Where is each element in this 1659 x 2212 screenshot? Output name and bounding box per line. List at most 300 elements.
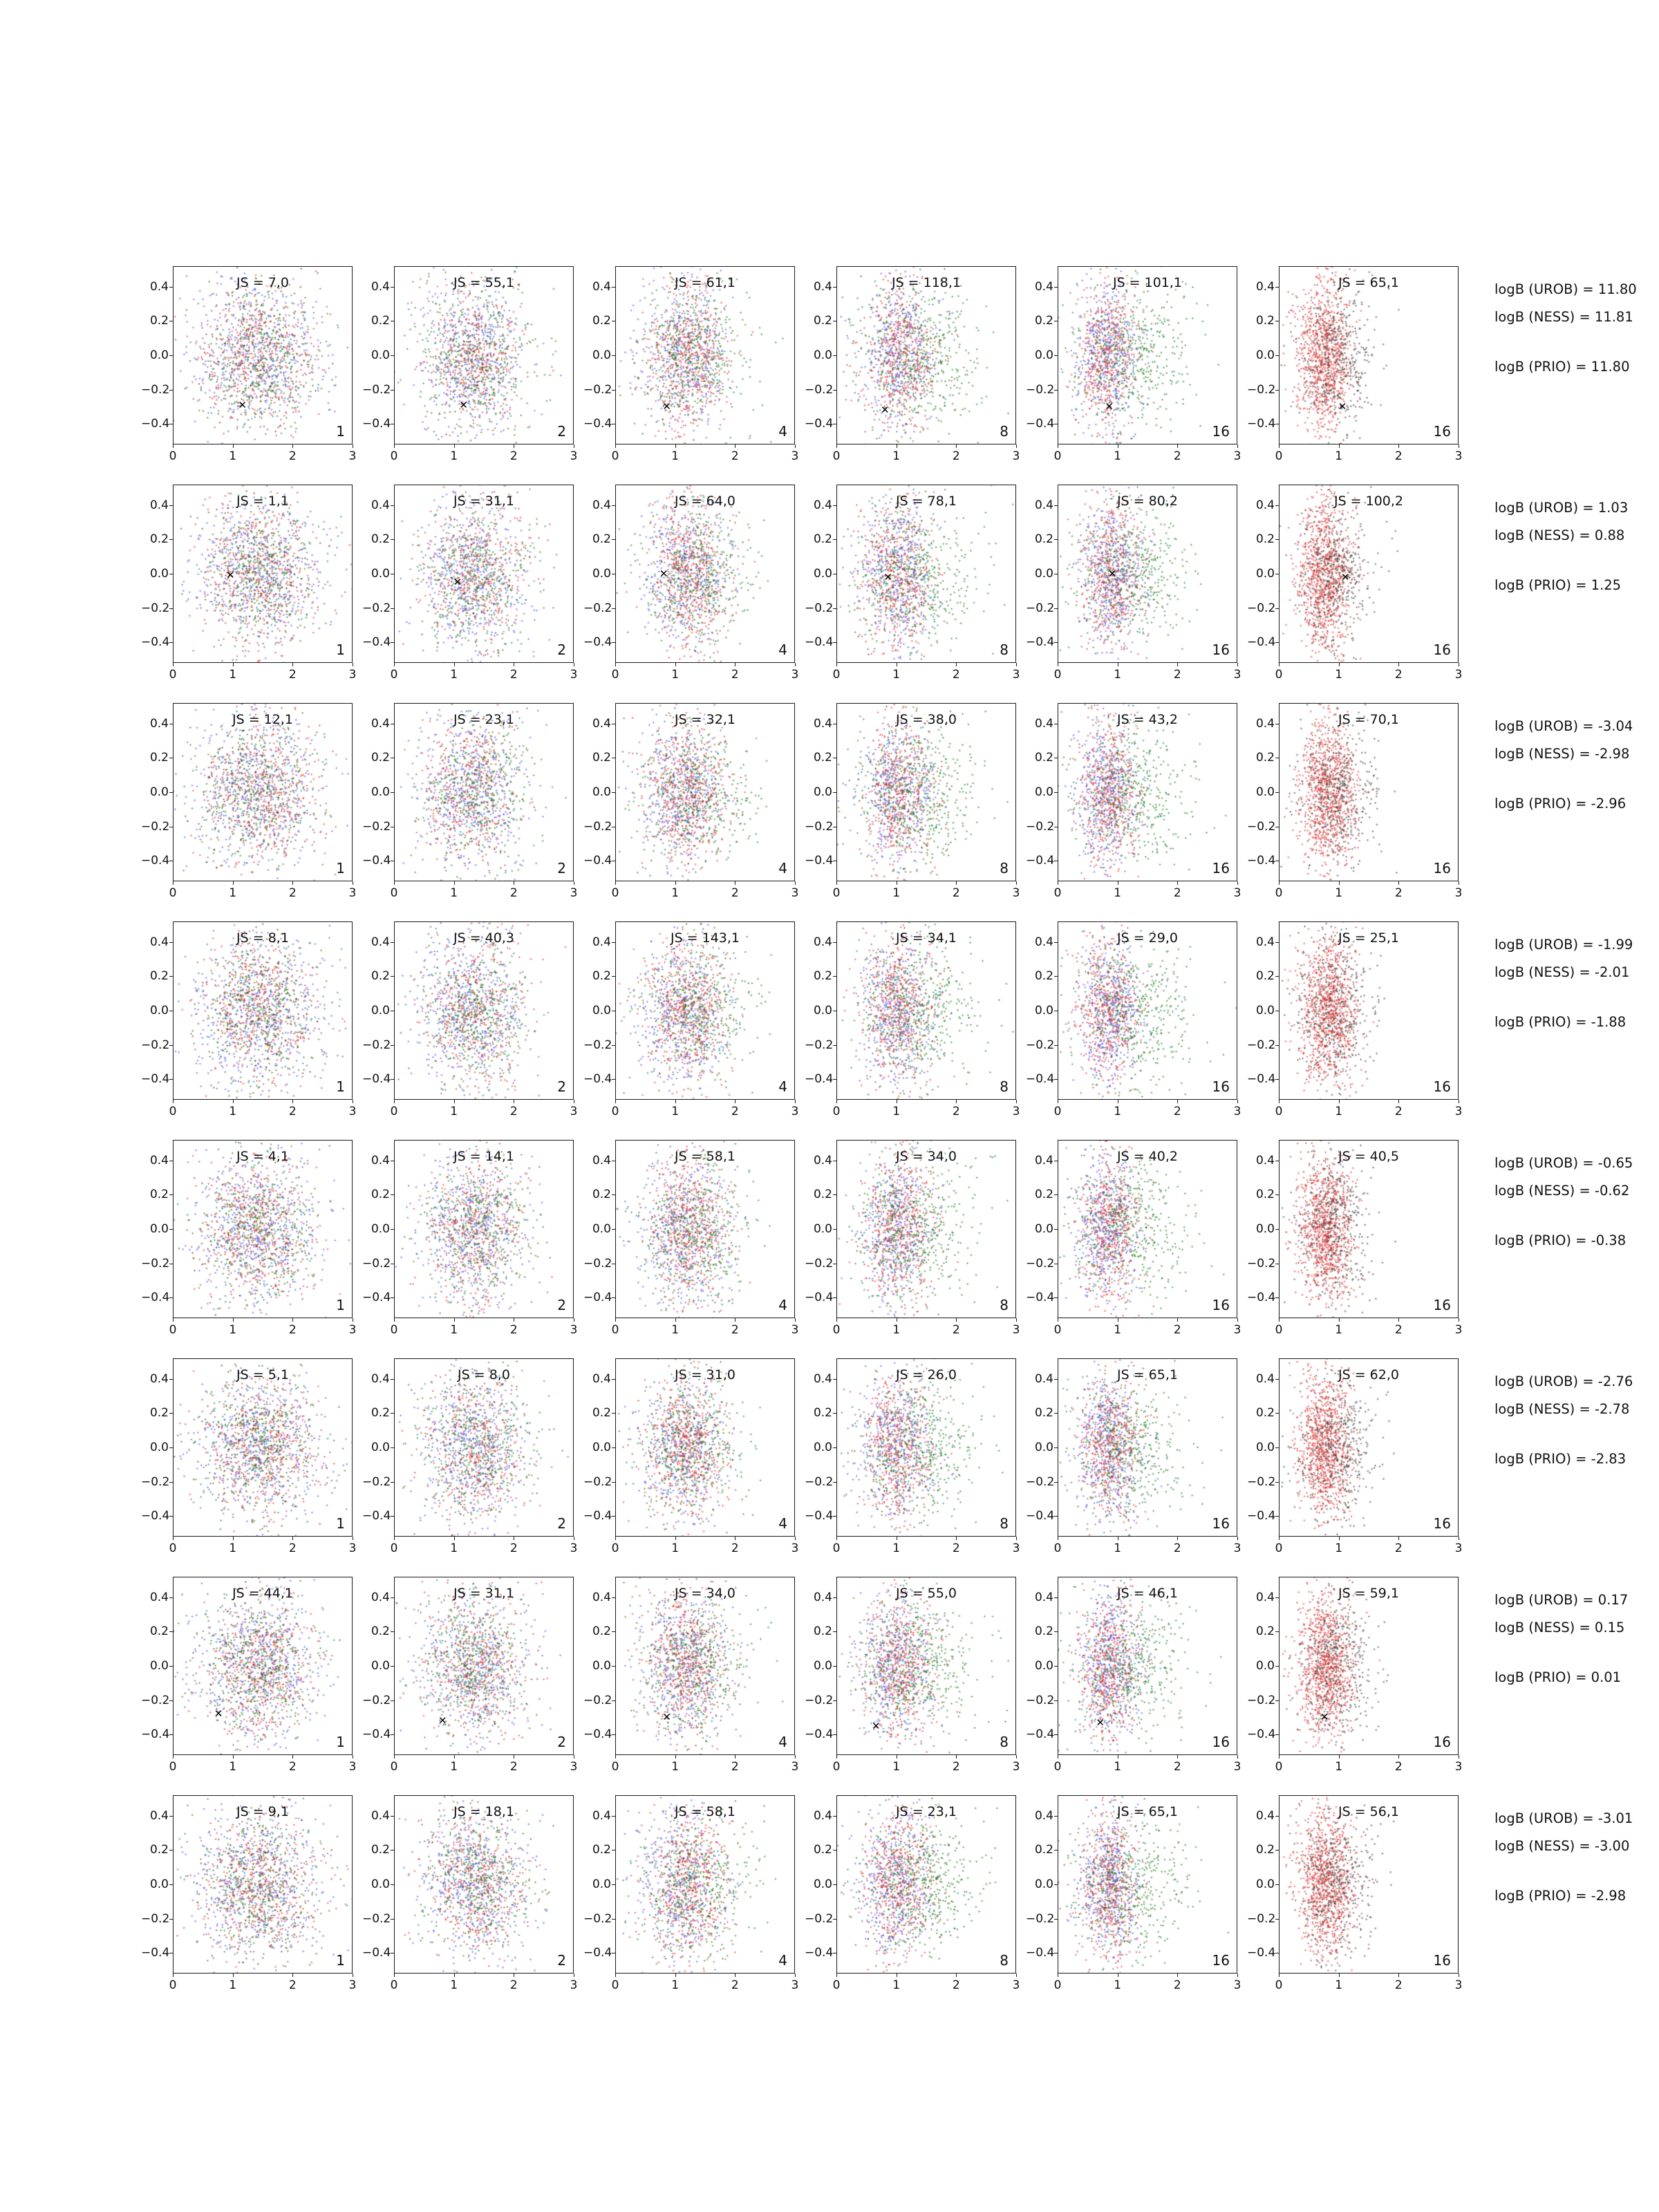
corner-count-label: 1 [336, 1734, 345, 1750]
y-tick-mark [391, 539, 394, 540]
scatter-panel [1026, 485, 1247, 692]
y-tick-mark [833, 1045, 836, 1046]
y-tick-label: 0.2 [149, 532, 169, 547]
y-tick-label: 0.0 [813, 1222, 832, 1236]
x-tick-label: 0 [1053, 1760, 1062, 1774]
y-tick-mark [391, 1919, 394, 1920]
y-tick-label: −0.4 [1026, 635, 1055, 650]
x-tick-label: 1 [1335, 1541, 1343, 1555]
x-tick-label: 3 [1454, 1105, 1463, 1118]
x-tick-mark [454, 663, 455, 666]
x-tick-label: 0 [390, 1760, 398, 1774]
logb-annotation: logB (NESS) = 0.88 [1494, 527, 1625, 543]
x-tick-mark [615, 1974, 616, 1977]
x-marker: ✕ [881, 404, 890, 417]
scatter-panel [362, 703, 583, 910]
y-tick-mark [1054, 1045, 1058, 1046]
y-tick-label: 0.2 [371, 1843, 390, 1857]
x-tick-label: 1 [1114, 1541, 1122, 1555]
y-tick-mark [1275, 539, 1279, 540]
x-tick-label: 3 [1233, 1105, 1241, 1118]
plot-axes-box [1279, 266, 1459, 444]
x-tick-label: 3 [1233, 1760, 1241, 1774]
scatter-canvas [174, 1796, 352, 1973]
y-tick-mark [1275, 355, 1279, 356]
scatter-canvas [174, 922, 352, 1099]
x-tick-label: 1 [450, 668, 458, 682]
x-tick-label: 1 [450, 1541, 458, 1555]
x-tick-mark [292, 1537, 293, 1540]
y-tick-label: −0.4 [1026, 1072, 1055, 1087]
y-tick-label: 0.0 [1034, 1441, 1053, 1454]
x-tick-label: 0 [169, 1978, 177, 1992]
scatter-panel [583, 266, 805, 474]
x-tick-label: 2 [1173, 1978, 1181, 1992]
x-tick-mark [956, 1318, 957, 1322]
x-tick-mark [292, 1974, 293, 1977]
y-tick-mark [1275, 1700, 1279, 1701]
y-tick-mark [833, 1079, 836, 1080]
y-tick-mark [612, 1884, 615, 1885]
scatter-panel [805, 1577, 1026, 1784]
x-tick-label: 3 [791, 1760, 799, 1774]
x-tick-label: 2 [288, 449, 297, 463]
y-tick-label: 0.4 [1034, 279, 1053, 294]
y-tick-label: −0.2 [805, 601, 834, 615]
x-tick-mark [1016, 663, 1017, 666]
y-tick-label: −0.4 [583, 1291, 612, 1305]
corner-count-label: 8 [1000, 423, 1009, 440]
scatter-panel [1026, 1140, 1247, 1347]
y-tick-mark [1054, 539, 1058, 540]
plot-axes-box [1279, 921, 1459, 1100]
plot-title: JS = 118,1 [891, 275, 962, 290]
y-tick-mark [833, 1229, 836, 1230]
scatter-panel [141, 1795, 362, 2003]
corner-count-label: 16 [1433, 641, 1451, 658]
y-tick-label: −0.4 [583, 854, 612, 868]
corner-count-label: 4 [778, 641, 787, 658]
logb-annotation: logB (PRIO) = -1.88 [1494, 1014, 1627, 1030]
x-tick-mark [1339, 1974, 1340, 1977]
x-tick-label: 2 [288, 1978, 297, 1992]
x-tick-mark [1237, 881, 1238, 885]
plot-axes-box [615, 1358, 795, 1537]
y-tick-label: 0.4 [592, 935, 611, 949]
x-tick-label: 1 [892, 1105, 901, 1118]
y-tick-mark [612, 1447, 615, 1448]
scatter-panel [583, 1795, 805, 2003]
x-tick-mark [675, 1755, 676, 1759]
x-tick-label: 3 [1454, 1541, 1463, 1555]
y-tick-label: −0.4 [1247, 1291, 1276, 1305]
x-tick-label: 1 [671, 1323, 679, 1337]
x-tick-label: 1 [892, 1323, 901, 1337]
x-tick-mark [233, 1537, 234, 1540]
y-tick-label: −0.4 [1026, 1727, 1055, 1742]
y-tick-mark [169, 608, 173, 609]
y-tick-mark [1275, 608, 1279, 609]
y-tick-mark [169, 539, 173, 540]
y-tick-mark [833, 1447, 836, 1448]
y-tick-mark [391, 1079, 394, 1080]
x-tick-label: 1 [450, 1760, 458, 1774]
corner-count-label: 2 [557, 1297, 566, 1313]
logb-annotation: logB (PRIO) = 11.80 [1494, 359, 1630, 375]
scatter-panel [362, 1577, 583, 1784]
x-marker: ✕ [1107, 568, 1117, 581]
plot-axes-box [394, 266, 574, 444]
x-tick-label: 0 [611, 1323, 619, 1337]
scatter-panel [362, 1140, 583, 1347]
corner-count-label: 2 [557, 641, 566, 658]
x-tick-mark [956, 1755, 957, 1759]
x-tick-mark [615, 444, 616, 448]
x-tick-label: 1 [1335, 449, 1343, 463]
x-tick-label: 1 [892, 1541, 901, 1555]
y-tick-label: −0.4 [1026, 417, 1055, 431]
y-tick-label: −0.4 [141, 854, 170, 868]
scatter-canvas [837, 1577, 1015, 1754]
y-tick-label: 0.4 [1255, 935, 1275, 949]
x-tick-mark [1339, 1537, 1340, 1540]
x-tick-mark [1279, 663, 1280, 666]
y-tick-mark [169, 1413, 173, 1414]
x-tick-label: 2 [1173, 1541, 1181, 1555]
scatter-panel [141, 1577, 362, 1784]
x-tick-label: 2 [1394, 668, 1403, 682]
y-tick-mark [169, 505, 173, 506]
y-tick-mark [1054, 942, 1058, 943]
corner-count-label: 16 [1433, 1515, 1451, 1532]
x-tick-label: 2 [952, 1541, 960, 1555]
scatter-panel [583, 703, 805, 910]
plot-title: JS = 58,1 [675, 1804, 735, 1819]
logb-annotation: logB (UROB) = -3.01 [1494, 1810, 1633, 1826]
plot-title: JS = 34,1 [896, 930, 957, 946]
x-tick-label: 2 [1173, 886, 1181, 900]
corner-count-label: 16 [1433, 1078, 1451, 1095]
x-tick-mark [394, 1100, 395, 1103]
corner-count-label: 16 [1212, 1952, 1230, 1969]
x-tick-label: 1 [892, 1978, 901, 1992]
x-tick-mark [292, 1755, 293, 1759]
plot-axes-box [173, 1358, 353, 1537]
y-tick-label: 0.0 [371, 567, 390, 581]
plot-axes-box [173, 921, 353, 1100]
scatter-canvas [395, 1796, 573, 1973]
x-tick-mark [233, 1100, 234, 1103]
y-tick-mark [612, 1194, 615, 1195]
scatter-canvas [1280, 267, 1458, 444]
x-marker: ✕ [1338, 400, 1347, 413]
y-tick-label: 0.4 [1034, 1590, 1053, 1604]
y-tick-label: −0.2 [141, 1911, 170, 1926]
plot-axes-box [615, 921, 795, 1100]
y-tick-mark [833, 608, 836, 609]
corner-count-label: 1 [336, 1078, 345, 1095]
x-tick-mark [675, 1974, 676, 1977]
corner-count-label: 1 [336, 1952, 345, 1969]
y-tick-label: 0.2 [1255, 314, 1275, 328]
x-tick-mark [956, 1537, 957, 1540]
x-tick-label: 1 [229, 1978, 237, 1992]
corner-count-label: 1 [336, 423, 345, 440]
y-tick-label: 0.0 [1034, 567, 1053, 581]
scatter-canvas [1058, 485, 1237, 662]
x-tick-mark [1016, 1318, 1017, 1322]
y-tick-label: −0.2 [805, 382, 834, 397]
y-tick-label: 0.0 [1255, 1222, 1275, 1236]
y-tick-label: 0.0 [592, 785, 611, 799]
corner-count-label: 8 [1000, 1952, 1009, 1969]
x-tick-label: 3 [791, 1105, 799, 1118]
y-tick-mark [169, 976, 173, 977]
x-tick-mark [675, 444, 676, 448]
x-tick-label: 3 [1454, 449, 1463, 463]
x-tick-label: 2 [731, 1760, 739, 1774]
scatter-panel [1247, 1795, 1468, 2003]
y-tick-mark [391, 1734, 394, 1735]
x-tick-mark [233, 1974, 234, 1977]
y-tick-mark [612, 1482, 615, 1483]
x-tick-mark [173, 1537, 174, 1540]
plot-axes-box [173, 1795, 353, 1974]
scatter-canvas [837, 1796, 1015, 1973]
x-tick-label: 2 [1394, 886, 1403, 900]
plot-axes-box [615, 1577, 795, 1755]
plot-axes-box [1058, 266, 1237, 444]
x-tick-label: 2 [288, 668, 297, 682]
plot-title: JS = 23,1 [896, 1804, 957, 1819]
x-tick-label: 1 [1114, 1323, 1122, 1337]
y-tick-label: 0.4 [1255, 1371, 1275, 1386]
y-tick-mark [391, 1666, 394, 1667]
y-tick-mark [1054, 1229, 1058, 1230]
y-tick-mark [833, 1700, 836, 1701]
y-tick-label: 0.2 [1034, 969, 1053, 984]
plot-title: JS = 34,0 [675, 1586, 735, 1601]
scatter-panel [1026, 1358, 1247, 1566]
logb-annotation: logB (UROB) = -2.76 [1494, 1374, 1633, 1389]
y-tick-label: −0.2 [141, 601, 170, 615]
x-marker: ✕ [438, 1714, 447, 1727]
y-tick-label: 0.4 [371, 1590, 390, 1604]
y-tick-mark [1275, 287, 1279, 288]
x-tick-mark [173, 1100, 174, 1103]
corner-count-label: 8 [1000, 1734, 1009, 1750]
logb-annotation: logB (UROB) = -0.65 [1494, 1155, 1633, 1171]
x-marker: ✕ [226, 569, 235, 582]
scatter-panel [141, 266, 362, 474]
y-tick-mark [1275, 1413, 1279, 1414]
y-tick-label: −0.4 [1026, 854, 1055, 868]
x-tick-label: 1 [450, 1323, 458, 1337]
x-tick-mark [795, 881, 796, 885]
x-tick-label: 0 [1275, 668, 1283, 682]
x-tick-mark [454, 1537, 455, 1540]
plot-axes-box [394, 485, 574, 663]
y-tick-label: 0.4 [149, 1153, 169, 1168]
plot-title: JS = 32,1 [675, 712, 735, 727]
x-tick-label: 1 [1114, 668, 1122, 682]
x-tick-mark [1398, 1755, 1399, 1759]
x-tick-mark [292, 444, 293, 448]
y-tick-mark [833, 539, 836, 540]
x-marker: ✕ [659, 568, 668, 581]
plot-title: JS = 65,1 [1338, 275, 1399, 290]
plot-axes-box [836, 921, 1016, 1100]
scatter-panel [1247, 266, 1468, 474]
y-tick-mark [612, 1597, 615, 1598]
x-tick-label: 2 [1173, 449, 1181, 463]
x-tick-mark [1177, 663, 1178, 666]
y-tick-label: −0.4 [1247, 1509, 1276, 1524]
x-tick-label: 3 [348, 1760, 357, 1774]
x-tick-label: 0 [1275, 1541, 1283, 1555]
x-tick-mark [233, 663, 234, 666]
corner-count-label: 8 [1000, 1297, 1009, 1313]
y-tick-mark [1275, 792, 1279, 793]
x-tick-label: 3 [348, 886, 357, 900]
scatter-canvas [395, 267, 573, 444]
x-tick-label: 1 [1114, 1105, 1122, 1118]
corner-count-label: 8 [1000, 1515, 1009, 1532]
y-tick-mark [169, 1516, 173, 1517]
y-tick-label: −0.2 [141, 1474, 170, 1489]
x-tick-label: 2 [731, 886, 739, 900]
plot-title: JS = 31,1 [453, 494, 514, 509]
plot-title: JS = 34,0 [896, 1149, 957, 1164]
plot-axes-box [836, 266, 1016, 444]
x-tick-mark [1016, 1974, 1017, 1977]
x-tick-label: 3 [570, 1541, 578, 1555]
x-tick-label: 2 [952, 1978, 960, 1992]
y-tick-label: 0.0 [1034, 1004, 1053, 1018]
scatter-canvas [837, 704, 1015, 881]
x-tick-label: 1 [450, 886, 458, 900]
y-tick-label: 0.2 [813, 1188, 832, 1202]
y-tick-label: 0.0 [149, 1222, 169, 1236]
x-tick-mark [394, 1755, 395, 1759]
y-tick-mark [612, 792, 615, 793]
x-tick-label: 2 [1394, 1323, 1403, 1337]
y-tick-label: 0.2 [1034, 1406, 1053, 1421]
y-tick-mark [169, 1666, 173, 1667]
y-tick-label: 0.4 [813, 935, 832, 949]
scatter-canvas [1058, 704, 1237, 881]
scatter-panel [805, 1795, 1026, 2003]
y-tick-mark [833, 1631, 836, 1632]
y-tick-label: 0.2 [1034, 1188, 1053, 1202]
x-tick-mark [1177, 881, 1178, 885]
x-tick-label: 2 [1394, 1541, 1403, 1555]
scatter-canvas [174, 267, 352, 444]
y-tick-label: 0.4 [1255, 1590, 1275, 1604]
x-tick-label: 3 [348, 449, 357, 463]
y-tick-mark [612, 1079, 615, 1080]
plot-axes-box [615, 485, 795, 663]
scatter-canvas [174, 704, 352, 881]
y-tick-label: 0.0 [813, 567, 832, 581]
x-tick-label: 3 [348, 1105, 357, 1118]
x-tick-label: 2 [952, 449, 960, 463]
x-tick-mark [1016, 1537, 1017, 1540]
x-marker: ✕ [872, 1719, 881, 1732]
y-tick-mark [1275, 1884, 1279, 1885]
y-tick-mark [169, 792, 173, 793]
plot-axes-box [1058, 485, 1237, 663]
x-tick-mark [1177, 1755, 1178, 1759]
y-tick-label: 0.2 [813, 1624, 832, 1639]
x-tick-label: 3 [570, 1760, 578, 1774]
x-tick-label: 0 [611, 1541, 619, 1555]
y-tick-label: 0.0 [1034, 1222, 1053, 1236]
y-tick-label: −0.4 [1247, 1727, 1276, 1742]
scatter-canvas [616, 267, 794, 444]
x-tick-mark [1237, 1537, 1238, 1540]
scatter-panel [1026, 1577, 1247, 1784]
x-tick-mark [394, 1974, 395, 1977]
y-tick-mark [169, 1734, 173, 1735]
x-tick-mark [615, 1318, 616, 1322]
x-tick-label: 1 [671, 1978, 679, 1992]
plot-title: JS = 55,0 [896, 1586, 957, 1601]
y-tick-label: 0.4 [1034, 935, 1053, 949]
x-tick-mark [836, 1974, 837, 1977]
y-tick-mark [169, 1884, 173, 1885]
y-tick-mark [612, 976, 615, 977]
y-tick-mark [1275, 1919, 1279, 1920]
x-marker: ✕ [214, 1707, 223, 1721]
y-tick-label: −0.4 [805, 1727, 834, 1742]
scatter-canvas [616, 922, 794, 1099]
scatter-canvas [174, 1577, 352, 1754]
y-tick-mark [1275, 1631, 1279, 1632]
plot-axes-box [615, 1140, 795, 1318]
y-tick-mark [1275, 390, 1279, 391]
plot-title: JS = 29,0 [1117, 930, 1178, 946]
y-tick-label: 0.0 [149, 1659, 169, 1673]
scatter-panel [141, 921, 362, 1129]
x-tick-label: 2 [509, 668, 518, 682]
plot-axes-box [615, 703, 795, 881]
scatter-panel [583, 1358, 805, 1566]
y-tick-label: −0.2 [805, 1474, 834, 1489]
scatter-canvas [174, 1141, 352, 1318]
plot-axes-box [173, 1577, 353, 1755]
x-tick-label: 2 [952, 668, 960, 682]
y-tick-label: 0.4 [371, 1808, 390, 1823]
y-tick-label: 0.4 [813, 1808, 832, 1823]
y-tick-mark [169, 287, 173, 288]
x-tick-label: 0 [832, 1760, 841, 1774]
scatter-canvas [1280, 1359, 1458, 1536]
y-tick-label: −0.2 [583, 1911, 612, 1926]
logb-annotation: logB (UROB) = 1.03 [1494, 500, 1629, 516]
y-tick-label: −0.2 [1026, 1693, 1055, 1707]
x-tick-label: 2 [952, 1105, 960, 1118]
x-tick-mark [836, 444, 837, 448]
plot-title: JS = 55,1 [453, 275, 514, 290]
x-tick-label: 0 [390, 1105, 398, 1118]
y-tick-label: −0.2 [1026, 1038, 1055, 1052]
x-tick-mark [454, 444, 455, 448]
scatter-panel [141, 1140, 362, 1347]
y-tick-mark [1054, 355, 1058, 356]
x-tick-label: 0 [611, 1760, 619, 1774]
y-tick-label: 0.2 [592, 1843, 611, 1857]
